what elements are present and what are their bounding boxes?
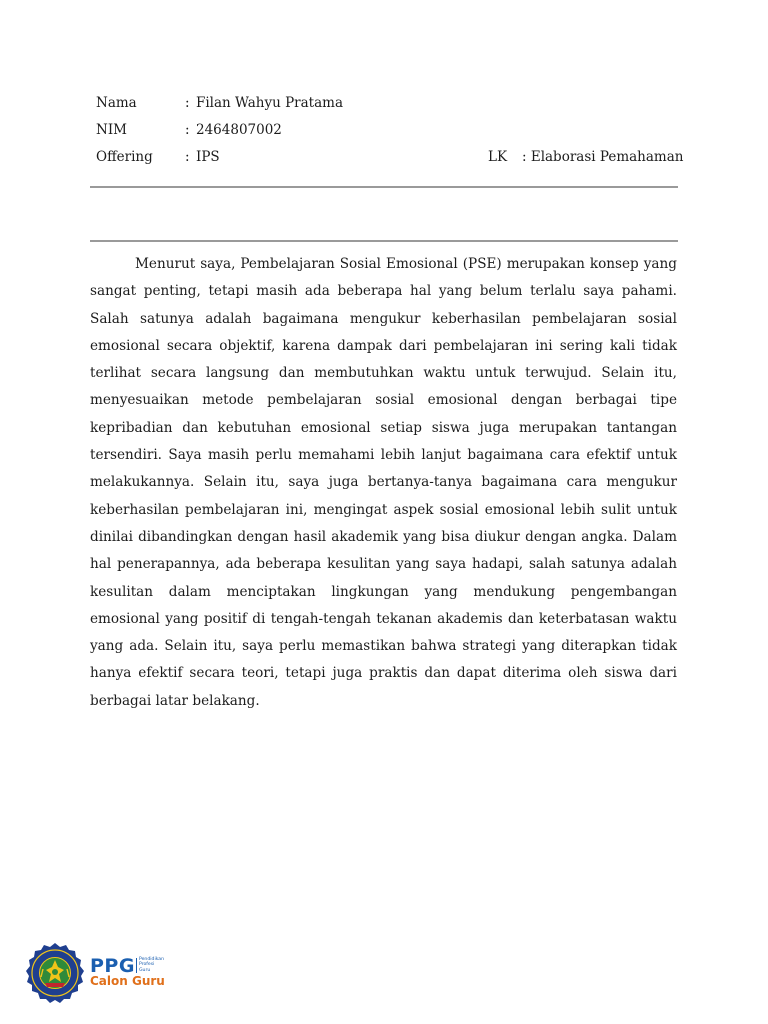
ppg-tagline-line-2: Profesi (139, 962, 155, 968)
header-divider-top (90, 186, 678, 188)
lk-label: LK (488, 149, 508, 165)
name-colon: : (185, 95, 190, 111)
reflection-paragraph: Menurut saya, Pembelajaran Sosial Emosional (PSE) merupakan konsep yang sangat penting, tetapi masih ada beberapa hal yang belum terlalu saya pahami. Salah satunya adalah bagaimana mengukur keberhasilan pembelajaran sosial emosional secara objektif, karena dampak dari pembelajaran ini sering kali tidak terlihat secara langsung dan membutuhkan waktu untuk terwujud. Selain itu, menyesuaikan metode pembelajaran sosial emosional dengan berbagai tipe kepribadian dan kebutuhan emosional setiap siswa juga merupakan tantangan tersendiri. Saya masih perlu memahami lebih lanjut bagaimana cara efektif untuk melakukannya. Selain itu, saya juga bertanya-tanya bagaimana cara mengukur keberhasilan pembelajaran ini, mengingat aspek sosial emosional lebih sulit untuk dinilai dibandingkan dengan hasil akademik yang bisa diukur dengan angka. Dalam hal penerapannya, ada beberapa kesulitan yang saya hadapi, salah satunya adalah kesulitan dalam menciptakan lingkungan yang mendukung pengembangan emosional yang positif di tengah-tengah tekanan akademis dan keterbatasan waktu yang ada. Selain itu, saya perlu memastikan bahwa strategi yang diterapkan tidak hanya efektif secara teori, tetapi juga praktis dan dapat diterima oleh siswa dari berbagai latar belakang. (90, 256, 677, 709)
nim-colon: : (185, 122, 190, 138)
ppg-tagline (139, 957, 179, 973)
offering-colon: : (185, 149, 190, 165)
name-label: Nama (96, 95, 137, 111)
university-seal-icon (25, 942, 85, 1004)
ppg-tagline-line-3: Guru (139, 967, 151, 973)
ppg-divider (136, 958, 137, 973)
ppg-subtitle: Calon Guru (90, 974, 165, 988)
offering-value: IPS (196, 149, 220, 165)
ppg-tagline-line-1: Pendidikan (139, 957, 165, 962)
nim-row (0, 120, 768, 140)
nim-value: 2464807002 (196, 122, 282, 138)
offering-label: Offering (96, 149, 153, 165)
ppg-title: PPG (90, 955, 135, 977)
lk-value: : Elaborasi Pemahaman (522, 149, 684, 165)
name-row (0, 93, 768, 113)
offering-row (0, 147, 768, 167)
name-value: Filan Wahyu Pratama (196, 95, 344, 111)
nim-label: NIM (96, 122, 127, 138)
university-seal-logo (25, 942, 85, 1004)
header-divider-bottom (90, 240, 678, 242)
ppg-logo (90, 955, 180, 991)
